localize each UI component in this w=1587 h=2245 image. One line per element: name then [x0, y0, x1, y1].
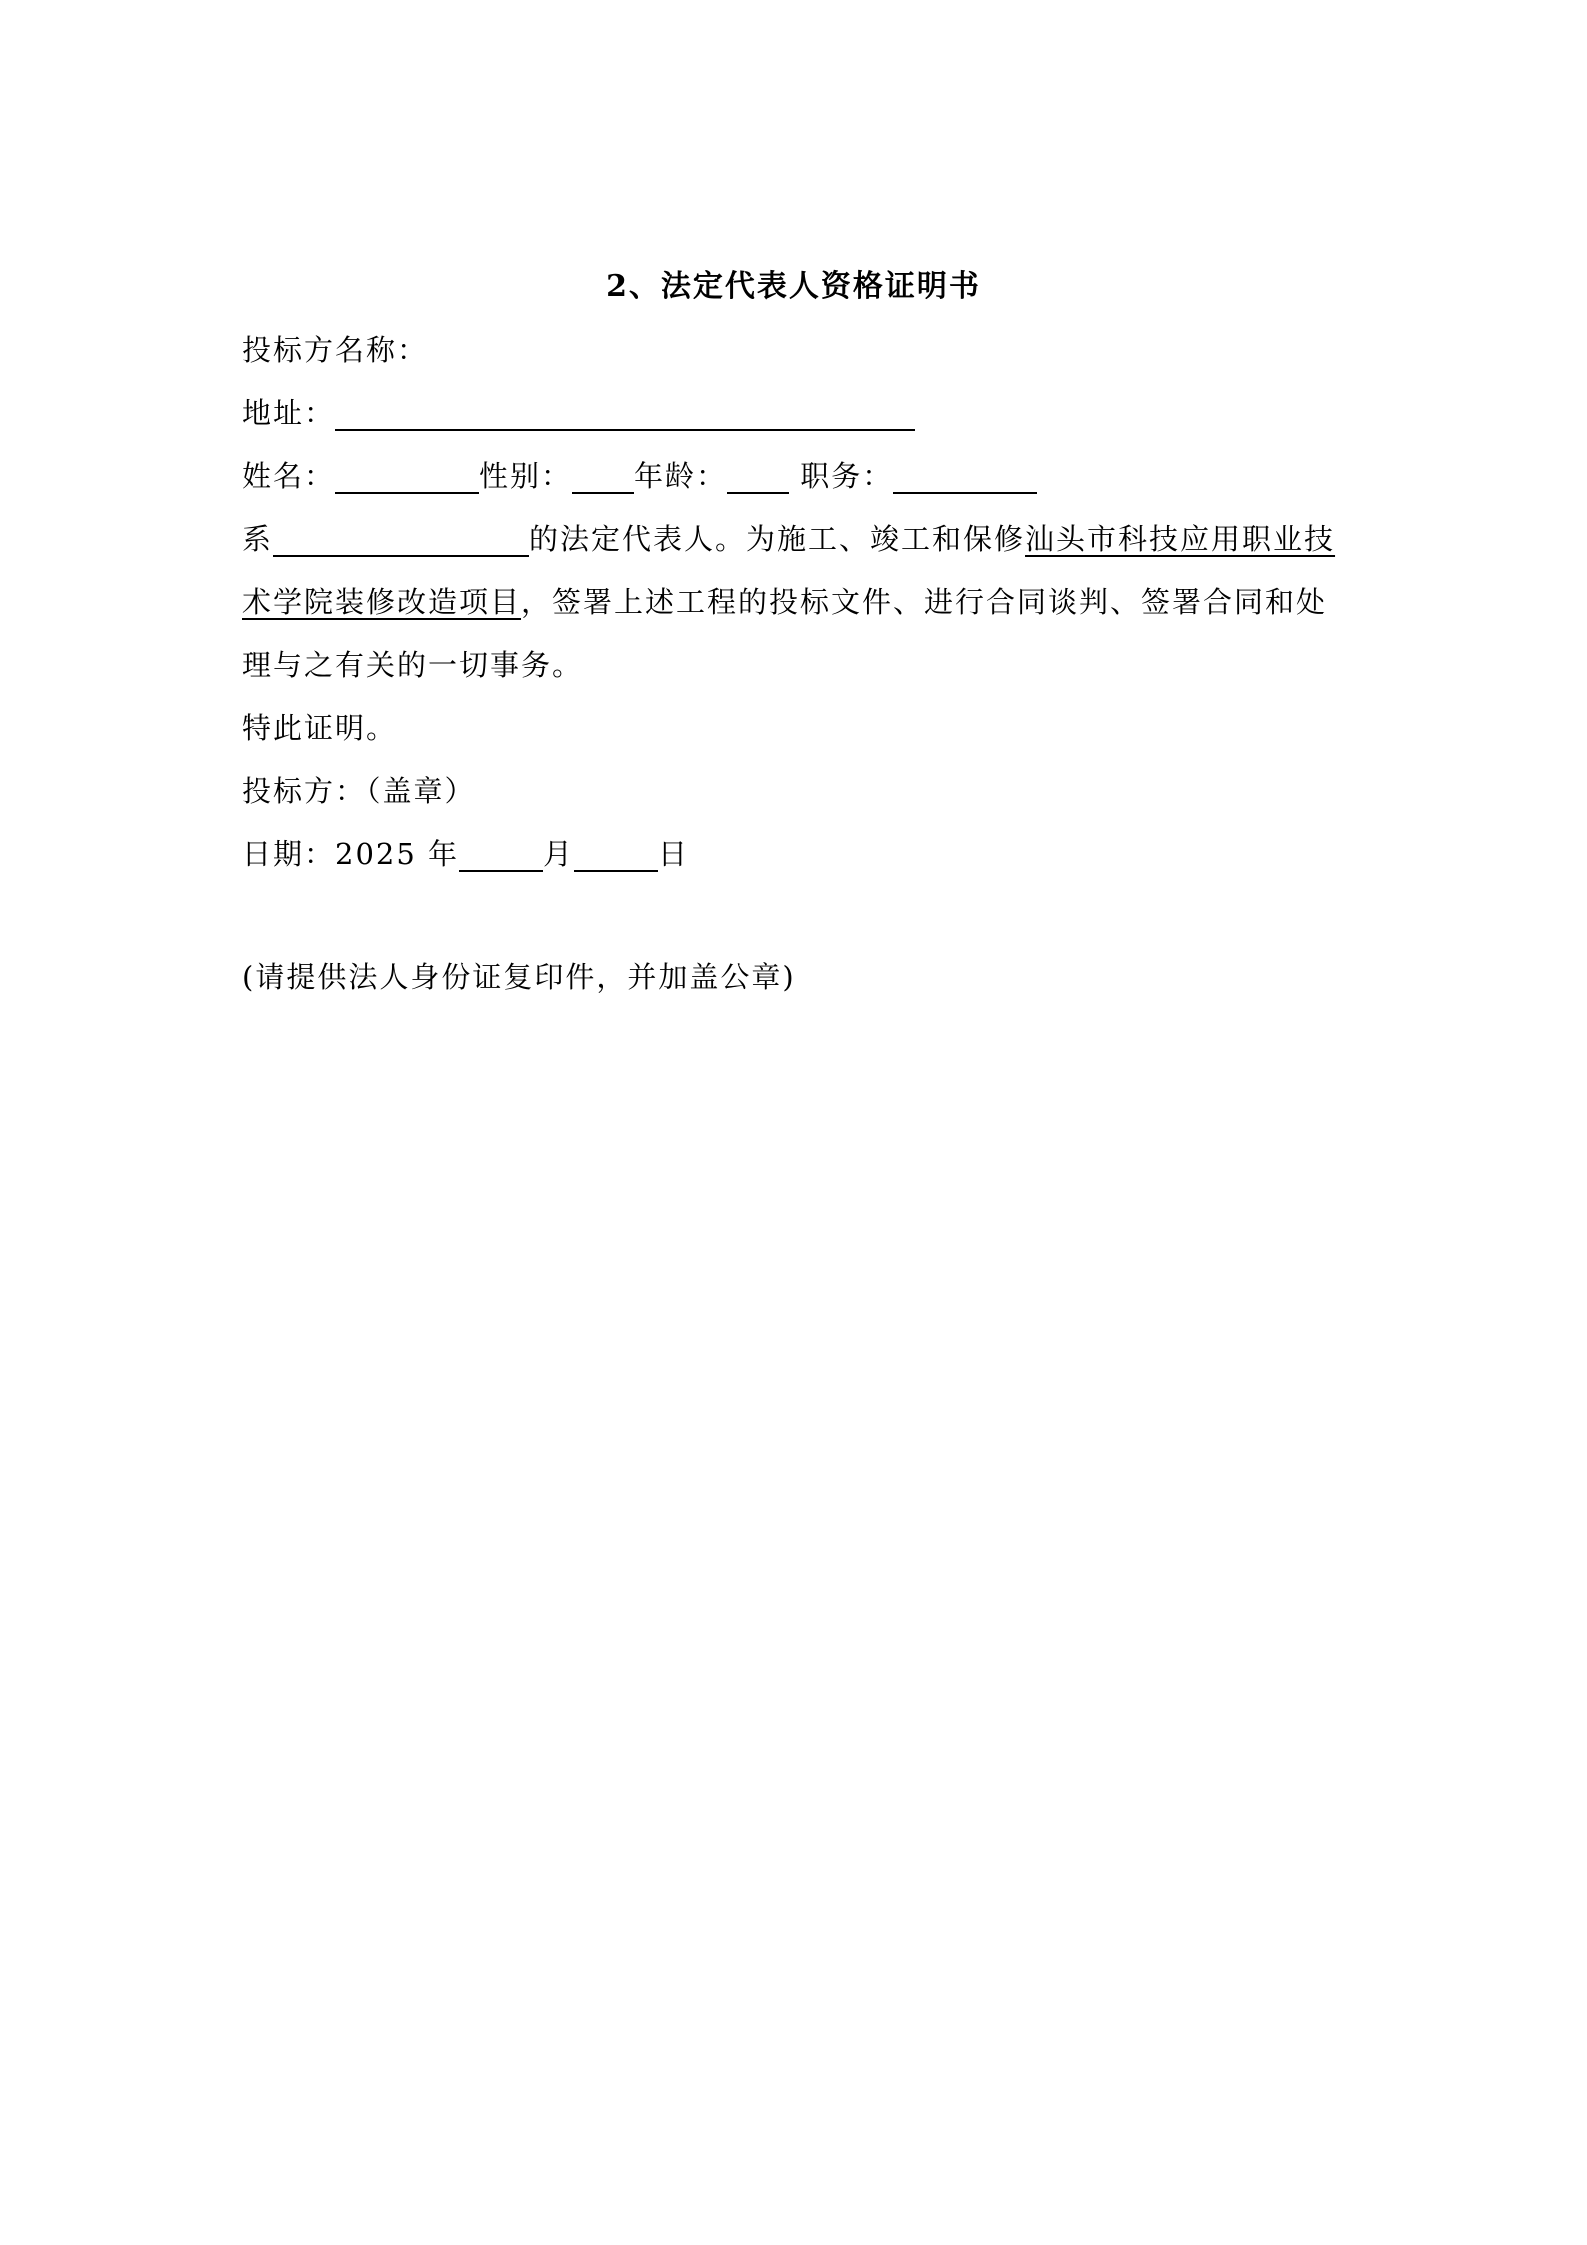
bidder-name-label: 投标方名称： — [242, 333, 429, 367]
bidder-name-line — [242, 325, 428, 375]
age-blank[interactable] — [727, 456, 789, 494]
date-month: 月 — [543, 837, 575, 871]
bidder-seal-text: 投标方：（盖章） — [242, 774, 476, 808]
paragraph-line-3 — [242, 640, 583, 690]
gender-label: 性别： — [479, 459, 573, 493]
project-name-part1: 汕头市科技应用职业技 — [1025, 522, 1336, 556]
note-line — [242, 952, 796, 1002]
name-blank[interactable] — [335, 456, 479, 494]
date-line — [242, 829, 689, 879]
company-blank[interactable] — [273, 519, 529, 557]
position-blank[interactable] — [893, 456, 1037, 494]
month-blank[interactable] — [459, 834, 543, 872]
day-blank[interactable] — [574, 834, 658, 872]
bidder-seal-line — [242, 766, 476, 816]
address-line — [242, 388, 915, 438]
age-label: 年龄： — [634, 459, 728, 493]
page-title: 2、法定代表人资格证明书 — [606, 269, 981, 304]
certify-line — [242, 703, 397, 753]
para-prefix: 系 — [242, 522, 274, 556]
paragraph-line-1 — [242, 514, 1335, 564]
address-blank[interactable] — [335, 393, 915, 431]
gender-blank[interactable] — [572, 456, 634, 494]
certify-text: 特此证明。 — [242, 711, 398, 745]
para-mid: 的法定代表人。为施工、竣工和保修 — [529, 522, 1026, 556]
name-label: 姓名： — [242, 459, 336, 493]
position-label: 职务： — [800, 459, 894, 493]
project-name-part2: 术学院装修改造项目 — [242, 585, 522, 619]
address-label: 地址： — [242, 396, 336, 430]
personal-info-line — [242, 451, 1037, 501]
para-line3: 理与之有关的一切事务。 — [242, 648, 584, 682]
date-prefix: 日期：2025 年 — [242, 837, 460, 871]
para-line2-rest: ，签署上述工程的投标文件、进行合同谈判、签署合同和处 — [521, 585, 1328, 619]
paragraph-line-2 — [242, 577, 1327, 627]
date-day: 日 — [658, 837, 690, 871]
note-text: (请提供法人身份证复印件，并加盖公章) — [242, 960, 796, 994]
